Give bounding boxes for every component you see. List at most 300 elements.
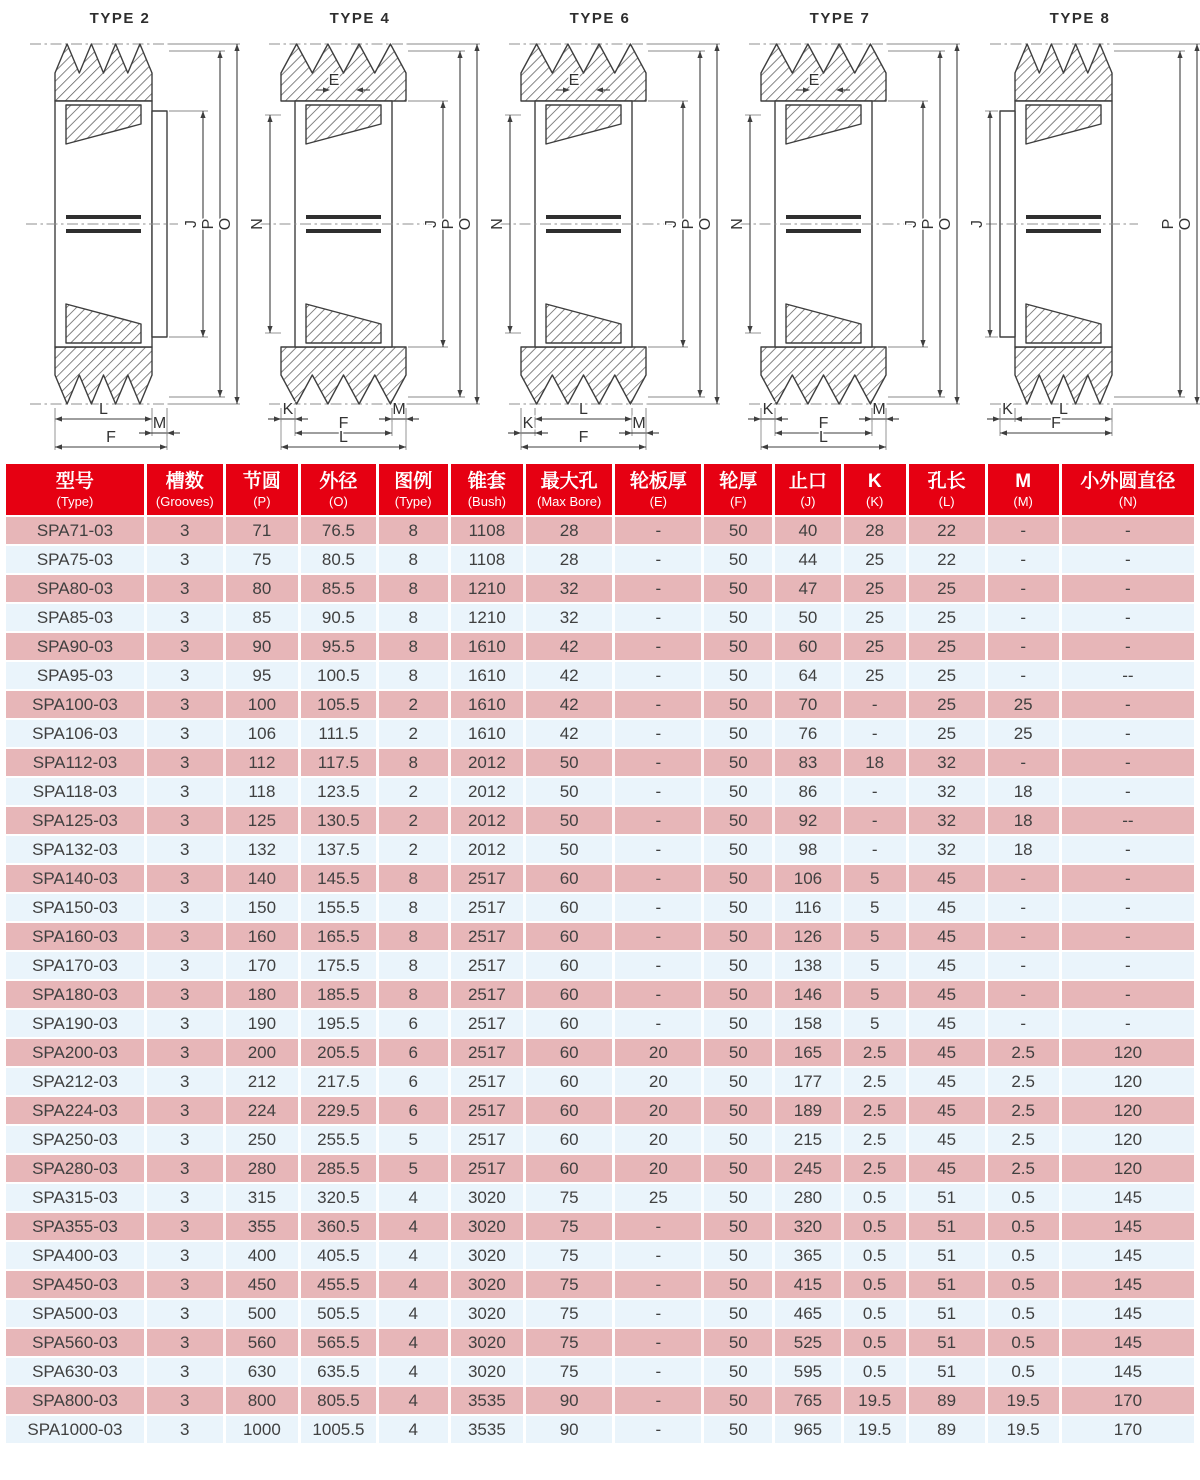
svg-text:M: M xyxy=(392,401,406,418)
cell-bush: 2012 xyxy=(451,778,523,805)
cell-grooves: 3 xyxy=(147,836,223,863)
cell-m: - xyxy=(988,662,1059,689)
cell-e: 20 xyxy=(615,1039,701,1066)
table-row xyxy=(6,836,1194,863)
cell-pitch: 85 xyxy=(226,604,298,631)
cell-pitch: 112 xyxy=(226,749,298,776)
cell-n: - xyxy=(1062,575,1194,602)
cell-od: 405.5 xyxy=(301,1242,376,1269)
cell-bush: 1108 xyxy=(451,517,523,544)
cell-e: - xyxy=(615,778,701,805)
cell-e: - xyxy=(615,1416,701,1443)
cell-od: 175.5 xyxy=(301,952,376,979)
cell-bush: 3020 xyxy=(451,1184,523,1211)
cell-type: SPA160-03 xyxy=(6,923,144,950)
cell-f: 50 xyxy=(704,981,772,1008)
cell-m: - xyxy=(988,923,1059,950)
cell-k: 19.5 xyxy=(844,1387,906,1414)
cell-type: SPA500-03 xyxy=(6,1300,144,1327)
cell-max-bore: 75 xyxy=(526,1242,612,1269)
cell-pitch: 560 xyxy=(226,1329,298,1356)
cell-n: 145 xyxy=(1062,1271,1194,1298)
svg-text:F: F xyxy=(338,415,349,432)
cell-j: 177 xyxy=(775,1068,840,1095)
cell-j: 60 xyxy=(775,633,840,660)
cell-type: SPA315-03 xyxy=(6,1184,144,1211)
cell-j: 215 xyxy=(775,1126,840,1153)
cell-bush: 1610 xyxy=(451,662,523,689)
cell-k: 25 xyxy=(844,604,906,631)
pulley-cross-section xyxy=(0,27,240,455)
table-row xyxy=(6,749,1194,776)
cell-figure: 5 xyxy=(379,1155,448,1182)
cell-l: 45 xyxy=(909,981,985,1008)
cell-bush: 2012 xyxy=(451,749,523,776)
cell-n: 170 xyxy=(1062,1387,1194,1414)
cell-pitch: 500 xyxy=(226,1300,298,1327)
cell-l: 25 xyxy=(909,633,985,660)
spec-table xyxy=(3,462,1197,1445)
cell-m: 18 xyxy=(988,807,1059,834)
cell-k: 2.5 xyxy=(844,1097,906,1124)
cell-k: 5 xyxy=(844,981,906,1008)
cell-grooves: 3 xyxy=(147,633,223,660)
col-header-k: K (K) xyxy=(844,464,906,515)
cell-l: 89 xyxy=(909,1387,985,1414)
svg-text:P: P xyxy=(680,218,697,230)
cell-max-bore: 42 xyxy=(526,720,612,747)
cell-grooves: 3 xyxy=(147,1358,223,1385)
cell-m: 18 xyxy=(988,778,1059,805)
cell-od: 195.5 xyxy=(301,1010,376,1037)
cell-pitch: 250 xyxy=(226,1126,298,1153)
cell-n: - xyxy=(1062,633,1194,660)
svg-text:M: M xyxy=(632,415,646,432)
svg-text:L: L xyxy=(579,401,588,418)
cell-l: 45 xyxy=(909,1155,985,1182)
cell-max-bore: 50 xyxy=(526,749,612,776)
cell-od: 1005.5 xyxy=(301,1416,376,1443)
cell-f: 50 xyxy=(704,952,772,979)
cell-f: 50 xyxy=(704,1329,772,1356)
cell-l: 45 xyxy=(909,923,985,950)
cell-j: 76 xyxy=(775,720,840,747)
svg-text:J: J xyxy=(969,220,986,228)
cell-k: 0.5 xyxy=(844,1184,906,1211)
cell-e: - xyxy=(615,894,701,921)
cell-pitch: 106 xyxy=(226,720,298,747)
cell-pitch: 190 xyxy=(226,1010,298,1037)
cell-type: SPA95-03 xyxy=(6,662,144,689)
pulley-cross-section xyxy=(480,27,720,455)
cell-k: 5 xyxy=(844,952,906,979)
col-header-e: 轮板厚 (E) xyxy=(615,464,701,515)
svg-text:N: N xyxy=(489,218,506,230)
cell-max-bore: 50 xyxy=(526,807,612,834)
svg-text:E: E xyxy=(328,72,340,89)
cell-max-bore: 60 xyxy=(526,952,612,979)
pulley-svg xyxy=(480,27,720,451)
cell-m: - xyxy=(988,865,1059,892)
header-row xyxy=(6,464,1194,515)
cell-bush: 2012 xyxy=(451,807,523,834)
cell-figure: 8 xyxy=(379,923,448,950)
table-row xyxy=(6,1039,1194,1066)
cell-e: - xyxy=(615,923,701,950)
cell-grooves: 3 xyxy=(147,1039,223,1066)
cell-k: 0.5 xyxy=(844,1300,906,1327)
col-header-m: M (M) xyxy=(988,464,1059,515)
cell-f: 50 xyxy=(704,720,772,747)
cell-j: 146 xyxy=(775,981,840,1008)
cell-f: 50 xyxy=(704,633,772,660)
cell-l: 51 xyxy=(909,1271,985,1298)
cell-grooves: 3 xyxy=(147,952,223,979)
svg-text:P: P xyxy=(440,218,457,230)
cell-grooves: 3 xyxy=(147,1387,223,1414)
cell-type: SPA180-03 xyxy=(6,981,144,1008)
cell-type: SPA140-03 xyxy=(6,865,144,892)
cell-max-bore: 75 xyxy=(526,1184,612,1211)
cell-n: -- xyxy=(1062,807,1194,834)
table-row xyxy=(6,1213,1194,1240)
cell-figure: 6 xyxy=(379,1010,448,1037)
cell-max-bore: 90 xyxy=(526,1416,612,1443)
cell-e: - xyxy=(615,1271,701,1298)
cell-m: - xyxy=(988,633,1059,660)
cell-k: 25 xyxy=(844,633,906,660)
pulley-svg xyxy=(240,27,480,451)
cell-m: 0.5 xyxy=(988,1358,1059,1385)
cell-j: 245 xyxy=(775,1155,840,1182)
cell-bush: 1210 xyxy=(451,575,523,602)
table-row xyxy=(6,1184,1194,1211)
cell-type: SPA106-03 xyxy=(6,720,144,747)
cell-grooves: 3 xyxy=(147,1126,223,1153)
cell-f: 50 xyxy=(704,1300,772,1327)
cell-f: 50 xyxy=(704,1213,772,1240)
cell-f: 50 xyxy=(704,1358,772,1385)
col-header-pitch: 节圆 (P) xyxy=(226,464,298,515)
cell-od: 320.5 xyxy=(301,1184,376,1211)
cell-max-bore: 75 xyxy=(526,1329,612,1356)
cell-n: - xyxy=(1062,720,1194,747)
cell-grooves: 3 xyxy=(147,1184,223,1211)
cell-type: SPA150-03 xyxy=(6,894,144,921)
cell-od: 455.5 xyxy=(301,1271,376,1298)
cell-j: 525 xyxy=(775,1329,840,1356)
cell-m: 0.5 xyxy=(988,1242,1059,1269)
cell-m: - xyxy=(988,981,1059,1008)
cell-od: 117.5 xyxy=(301,749,376,776)
cell-max-bore: 32 xyxy=(526,575,612,602)
svg-text:O: O xyxy=(697,217,714,231)
figure-title: TYPE 7 xyxy=(809,10,871,27)
cell-od: 105.5 xyxy=(301,691,376,718)
cell-l: 32 xyxy=(909,749,985,776)
cell-type: SPA560-03 xyxy=(6,1329,144,1356)
cell-bush: 2517 xyxy=(451,923,523,950)
cell-od: 229.5 xyxy=(301,1097,376,1124)
cell-k: 19.5 xyxy=(844,1416,906,1443)
cell-e: - xyxy=(615,1358,701,1385)
cell-grooves: 3 xyxy=(147,778,223,805)
cell-f: 50 xyxy=(704,1097,772,1124)
cell-e: - xyxy=(615,1213,701,1240)
cell-od: 85.5 xyxy=(301,575,376,602)
cell-n: - xyxy=(1062,981,1194,1008)
cell-type: SPA450-03 xyxy=(6,1271,144,1298)
pulley-svg xyxy=(960,27,1200,451)
cell-max-bore: 42 xyxy=(526,662,612,689)
svg-text:M: M xyxy=(872,401,886,418)
svg-text:L: L xyxy=(339,429,348,446)
cell-m: 2.5 xyxy=(988,1097,1059,1124)
cell-k: 5 xyxy=(844,865,906,892)
table-row xyxy=(6,517,1194,544)
table-row xyxy=(6,546,1194,573)
cell-pitch: 75 xyxy=(226,546,298,573)
cell-grooves: 3 xyxy=(147,604,223,631)
cell-figure: 4 xyxy=(379,1242,448,1269)
cell-f: 50 xyxy=(704,691,772,718)
cell-f: 50 xyxy=(704,1010,772,1037)
cell-m: 19.5 xyxy=(988,1416,1059,1443)
cell-pitch: 800 xyxy=(226,1387,298,1414)
pulley-cross-section xyxy=(960,27,1200,455)
cell-l: 45 xyxy=(909,1039,985,1066)
cell-type: SPA80-03 xyxy=(6,575,144,602)
cell-k: 18 xyxy=(844,749,906,776)
spec-table-body xyxy=(6,517,1194,1443)
cell-type: SPA630-03 xyxy=(6,1358,144,1385)
cell-e: - xyxy=(615,952,701,979)
cell-figure: 2 xyxy=(379,720,448,747)
table-row xyxy=(6,1416,1194,1443)
col-header-f: 轮厚 (F) xyxy=(704,464,772,515)
cell-k: - xyxy=(844,778,906,805)
cell-f: 50 xyxy=(704,575,772,602)
cell-e: - xyxy=(615,720,701,747)
col-header-l: 孔长 (L) xyxy=(909,464,985,515)
cell-k: 28 xyxy=(844,517,906,544)
cell-pitch: 630 xyxy=(226,1358,298,1385)
col-header-od: 外径 (O) xyxy=(301,464,376,515)
pulley-drawing-type6 xyxy=(480,4,720,462)
cell-k: 0.5 xyxy=(844,1242,906,1269)
cell-l: 51 xyxy=(909,1184,985,1211)
cell-pitch: 125 xyxy=(226,807,298,834)
cell-pitch: 90 xyxy=(226,633,298,660)
cell-bush: 2517 xyxy=(451,1126,523,1153)
table-row xyxy=(6,691,1194,718)
cell-figure: 2 xyxy=(379,807,448,834)
svg-text:O: O xyxy=(1177,217,1194,231)
cell-grooves: 3 xyxy=(147,1271,223,1298)
cell-n: - xyxy=(1062,894,1194,921)
cell-l: 25 xyxy=(909,662,985,689)
cell-m: - xyxy=(988,1010,1059,1037)
cell-type: SPA224-03 xyxy=(6,1097,144,1124)
cell-grooves: 3 xyxy=(147,720,223,747)
cell-grooves: 3 xyxy=(147,1329,223,1356)
cell-type: SPA400-03 xyxy=(6,1242,144,1269)
table-row xyxy=(6,720,1194,747)
col-header-type: 型号 (Type) xyxy=(6,464,144,515)
cell-bush: 2517 xyxy=(451,1039,523,1066)
cell-max-bore: 28 xyxy=(526,546,612,573)
cell-figure: 8 xyxy=(379,749,448,776)
cell-bush: 3020 xyxy=(451,1329,523,1356)
cell-figure: 4 xyxy=(379,1358,448,1385)
svg-text:O: O xyxy=(217,217,234,231)
cell-e: - xyxy=(615,749,701,776)
cell-k: 25 xyxy=(844,662,906,689)
cell-max-bore: 60 xyxy=(526,1010,612,1037)
cell-k: 5 xyxy=(844,894,906,921)
cell-f: 50 xyxy=(704,1155,772,1182)
svg-text:O: O xyxy=(457,217,474,231)
cell-f: 50 xyxy=(704,1039,772,1066)
cell-od: 95.5 xyxy=(301,633,376,660)
svg-text:N: N xyxy=(729,218,746,230)
cell-k: 0.5 xyxy=(844,1271,906,1298)
col-header-j: 止口 (J) xyxy=(775,464,840,515)
cell-l: 25 xyxy=(909,691,985,718)
pulley-drawing-type7 xyxy=(720,4,960,462)
cell-type: SPA112-03 xyxy=(6,749,144,776)
cell-bush: 3020 xyxy=(451,1358,523,1385)
cell-figure: 6 xyxy=(379,1068,448,1095)
cell-k: 25 xyxy=(844,575,906,602)
cell-f: 50 xyxy=(704,923,772,950)
col-header-max-bore: 最大孔 (Max Bore) xyxy=(526,464,612,515)
table-row xyxy=(6,923,1194,950)
col-header-n: 小外圆直径 (N) xyxy=(1062,464,1194,515)
cell-n: 145 xyxy=(1062,1329,1194,1356)
cell-max-bore: 42 xyxy=(526,633,612,660)
cell-max-bore: 32 xyxy=(526,604,612,631)
svg-text:K: K xyxy=(762,401,774,418)
cell-l: 45 xyxy=(909,1097,985,1124)
cell-bush: 3020 xyxy=(451,1300,523,1327)
table-row xyxy=(6,1387,1194,1414)
cell-bush: 3020 xyxy=(451,1213,523,1240)
svg-text:K: K xyxy=(1002,401,1013,418)
cell-type: SPA90-03 xyxy=(6,633,144,660)
cell-pitch: 170 xyxy=(226,952,298,979)
cell-f: 50 xyxy=(704,1126,772,1153)
cell-e: - xyxy=(615,546,701,573)
cell-j: 165 xyxy=(775,1039,840,1066)
cell-od: 805.5 xyxy=(301,1387,376,1414)
cell-f: 50 xyxy=(704,1242,772,1269)
cell-k: 2.5 xyxy=(844,1068,906,1095)
cell-m: - xyxy=(988,517,1059,544)
cell-pitch: 400 xyxy=(226,1242,298,1269)
cell-n: 120 xyxy=(1062,1155,1194,1182)
table-row xyxy=(6,807,1194,834)
cell-n: 145 xyxy=(1062,1213,1194,1240)
cell-type: SPA75-03 xyxy=(6,546,144,573)
cell-f: 50 xyxy=(704,836,772,863)
cell-f: 50 xyxy=(704,1068,772,1095)
cell-pitch: 180 xyxy=(226,981,298,1008)
cell-m: - xyxy=(988,604,1059,631)
cell-figure: 4 xyxy=(379,1213,448,1240)
cell-j: 965 xyxy=(775,1416,840,1443)
cell-grooves: 3 xyxy=(147,1155,223,1182)
cell-bush: 2517 xyxy=(451,952,523,979)
cell-j: 158 xyxy=(775,1010,840,1037)
svg-text:F: F xyxy=(106,429,116,446)
cell-max-bore: 60 xyxy=(526,1097,612,1124)
cell-e: 20 xyxy=(615,1068,701,1095)
cell-l: 45 xyxy=(909,1126,985,1153)
cell-k: 2.5 xyxy=(844,1126,906,1153)
cell-k: 0.5 xyxy=(844,1358,906,1385)
cell-max-bore: 60 xyxy=(526,981,612,1008)
svg-text:P: P xyxy=(200,218,217,230)
pulley-drawing-type4 xyxy=(240,4,480,462)
cell-e: - xyxy=(615,1300,701,1327)
table-row xyxy=(6,604,1194,631)
svg-text:N: N xyxy=(249,218,266,230)
cell-figure: 4 xyxy=(379,1300,448,1327)
cell-n: 145 xyxy=(1062,1184,1194,1211)
cell-pitch: 150 xyxy=(226,894,298,921)
cell-grooves: 3 xyxy=(147,1416,223,1443)
cell-e: - xyxy=(615,1329,701,1356)
cell-k: - xyxy=(844,836,906,863)
table-row xyxy=(6,1271,1194,1298)
cell-od: 635.5 xyxy=(301,1358,376,1385)
cell-od: 205.5 xyxy=(301,1039,376,1066)
cell-type: SPA800-03 xyxy=(6,1387,144,1414)
cell-f: 50 xyxy=(704,1387,772,1414)
cell-l: 45 xyxy=(909,865,985,892)
cell-l: 32 xyxy=(909,778,985,805)
cell-k: - xyxy=(844,807,906,834)
svg-text:L: L xyxy=(1059,401,1068,418)
cell-k: 25 xyxy=(844,546,906,573)
cell-m: 18 xyxy=(988,836,1059,863)
pulley-cross-section xyxy=(720,27,960,455)
cell-od: 165.5 xyxy=(301,923,376,950)
cell-n: 170 xyxy=(1062,1416,1194,1443)
cell-figure: 8 xyxy=(379,865,448,892)
cell-m: 2.5 xyxy=(988,1039,1059,1066)
cell-grooves: 3 xyxy=(147,749,223,776)
cell-l: 51 xyxy=(909,1300,985,1327)
cell-j: 116 xyxy=(775,894,840,921)
cell-bush: 2517 xyxy=(451,1068,523,1095)
cell-j: 280 xyxy=(775,1184,840,1211)
cell-bush: 2517 xyxy=(451,1155,523,1182)
cell-e: - xyxy=(615,604,701,631)
cell-max-bore: 90 xyxy=(526,1387,612,1414)
cell-figure: 4 xyxy=(379,1184,448,1211)
cell-e: - xyxy=(615,575,701,602)
cell-type: SPA1000-03 xyxy=(6,1416,144,1443)
svg-text:J: J xyxy=(663,220,680,228)
cell-f: 50 xyxy=(704,604,772,631)
cell-n: 145 xyxy=(1062,1358,1194,1385)
cell-n: - xyxy=(1062,952,1194,979)
cell-grooves: 3 xyxy=(147,546,223,573)
cell-j: 765 xyxy=(775,1387,840,1414)
svg-text:J: J xyxy=(903,220,920,228)
